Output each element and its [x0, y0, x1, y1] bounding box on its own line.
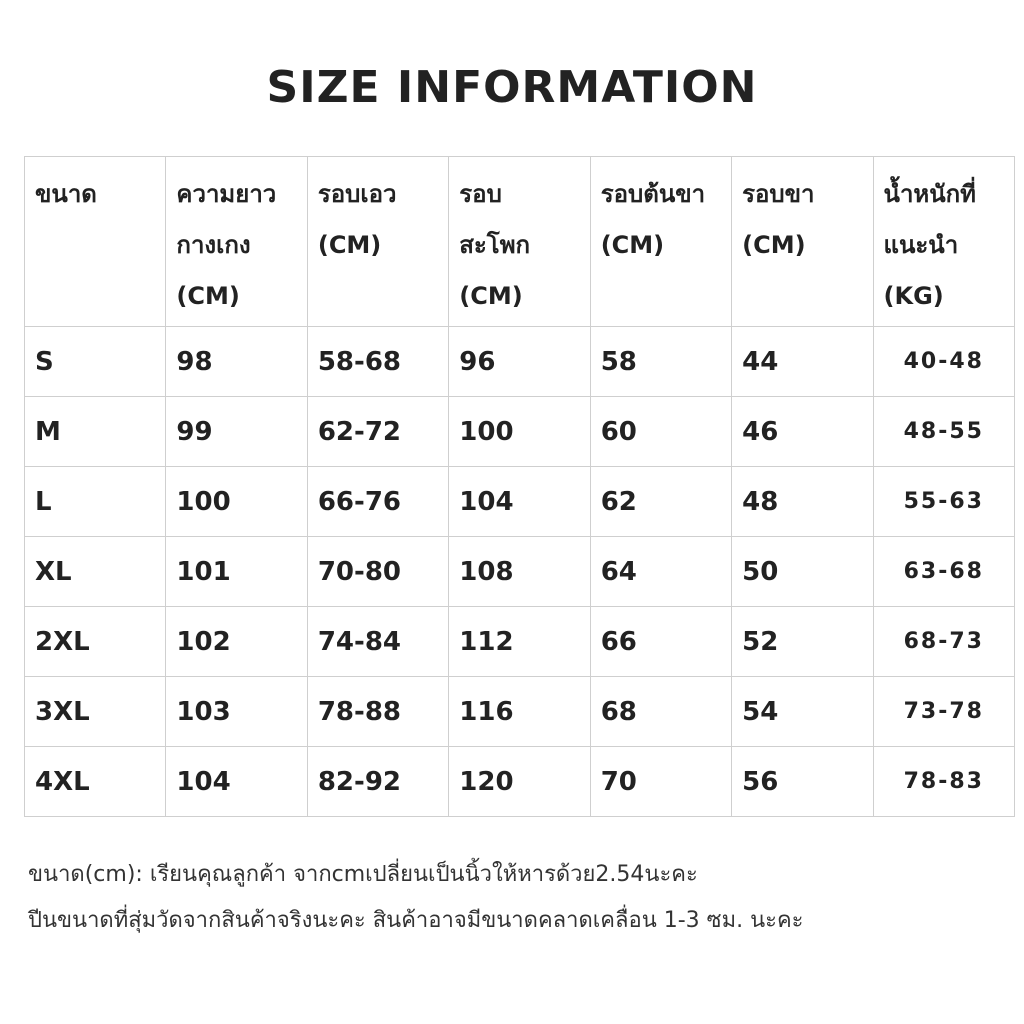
cell-hip: 120: [449, 747, 590, 817]
cell-pants-length: 99: [166, 397, 307, 467]
cell-hip: 100: [449, 397, 590, 467]
cell-hip: 112: [449, 607, 590, 677]
cell-weight: 40-48: [873, 327, 1014, 397]
cell-leg-opening: 50: [732, 537, 873, 607]
header-leg-opening: รอบขา (CM): [732, 157, 873, 327]
table-row: [25, 537, 1015, 607]
cell-pants-length: 98: [166, 327, 307, 397]
header-hip: รอบ สะโพก (CM): [449, 157, 590, 327]
cell-waist: 78-88: [307, 677, 448, 747]
header-thigh: รอบต้นขา (CM): [590, 157, 731, 327]
table-row: [25, 397, 1015, 467]
cell-size: 3XL: [25, 677, 166, 747]
cell-weight: 48-55: [873, 397, 1014, 467]
cell-hip: 96: [449, 327, 590, 397]
cell-thigh: 58: [590, 327, 731, 397]
table-row: [25, 467, 1015, 537]
header-row: [25, 157, 1015, 327]
cell-leg-opening: 56: [732, 747, 873, 817]
cell-size: L: [25, 467, 166, 537]
cell-hip: 108: [449, 537, 590, 607]
cell-thigh: 68: [590, 677, 731, 747]
cell-waist: 74-84: [307, 607, 448, 677]
cell-pants-length: 101: [166, 537, 307, 607]
cell-leg-opening: 48: [732, 467, 873, 537]
cell-pants-length: 104: [166, 747, 307, 817]
table-row: [25, 607, 1015, 677]
header-waist: รอบเอว (CM): [307, 157, 448, 327]
cell-thigh: 60: [590, 397, 731, 467]
cell-hip: 104: [449, 467, 590, 537]
cell-size: S: [25, 327, 166, 397]
cell-waist: 58-68: [307, 327, 448, 397]
table-header: [25, 157, 1015, 327]
cell-waist: 82-92: [307, 747, 448, 817]
cell-weight: 63-68: [873, 537, 1014, 607]
cell-leg-opening: 44: [732, 327, 873, 397]
cell-weight: 55-63: [873, 467, 1014, 537]
cell-thigh: 64: [590, 537, 731, 607]
table-row: [25, 327, 1015, 397]
table-row: [25, 747, 1015, 817]
cell-pants-length: 103: [166, 677, 307, 747]
cell-leg-opening: 54: [732, 677, 873, 747]
cell-thigh: 66: [590, 607, 731, 677]
size-table: [24, 156, 1015, 817]
cell-size: XL: [25, 537, 166, 607]
cell-waist: 62-72: [307, 397, 448, 467]
cell-pants-length: 100: [166, 467, 307, 537]
cell-thigh: 62: [590, 467, 731, 537]
cell-size: 4XL: [25, 747, 166, 817]
cell-size: 2XL: [25, 607, 166, 677]
cell-waist: 70-80: [307, 537, 448, 607]
cell-hip: 116: [449, 677, 590, 747]
cell-weight: 73-78: [873, 677, 1014, 747]
header-pants-length: ความยาว กางเกง (CM): [166, 157, 307, 327]
cell-size: M: [25, 397, 166, 467]
page-title: SIZE INFORMATION: [266, 62, 758, 113]
note-conversion: ขนาด(cm): เรียนคุณลูกค้า จากcmเปลี่ยนเป็นนิ้วให้หารด้วย2.54นะคะ: [28, 862, 698, 887]
cell-pants-length: 102: [166, 607, 307, 677]
table-body: [25, 327, 1015, 817]
cell-leg-opening: 46: [732, 397, 873, 467]
cell-weight: 68-73: [873, 607, 1014, 677]
header-recommended-weight: น้ำหนักที่ แนะนำ (KG): [873, 157, 1014, 327]
cell-waist: 66-76: [307, 467, 448, 537]
cell-weight: 78-83: [873, 747, 1014, 817]
cell-thigh: 70: [590, 747, 731, 817]
header-size: ขนาด: [25, 157, 166, 327]
table-row: [25, 677, 1015, 747]
cell-leg-opening: 52: [732, 607, 873, 677]
note-tolerance: ปีนขนาดที่สุ่มวัดจากสินค้าจริงนะคะ สินค้าอาจมีขนาดคลาดเคลื่อน 1-3 ซม. นะคะ: [28, 908, 804, 933]
